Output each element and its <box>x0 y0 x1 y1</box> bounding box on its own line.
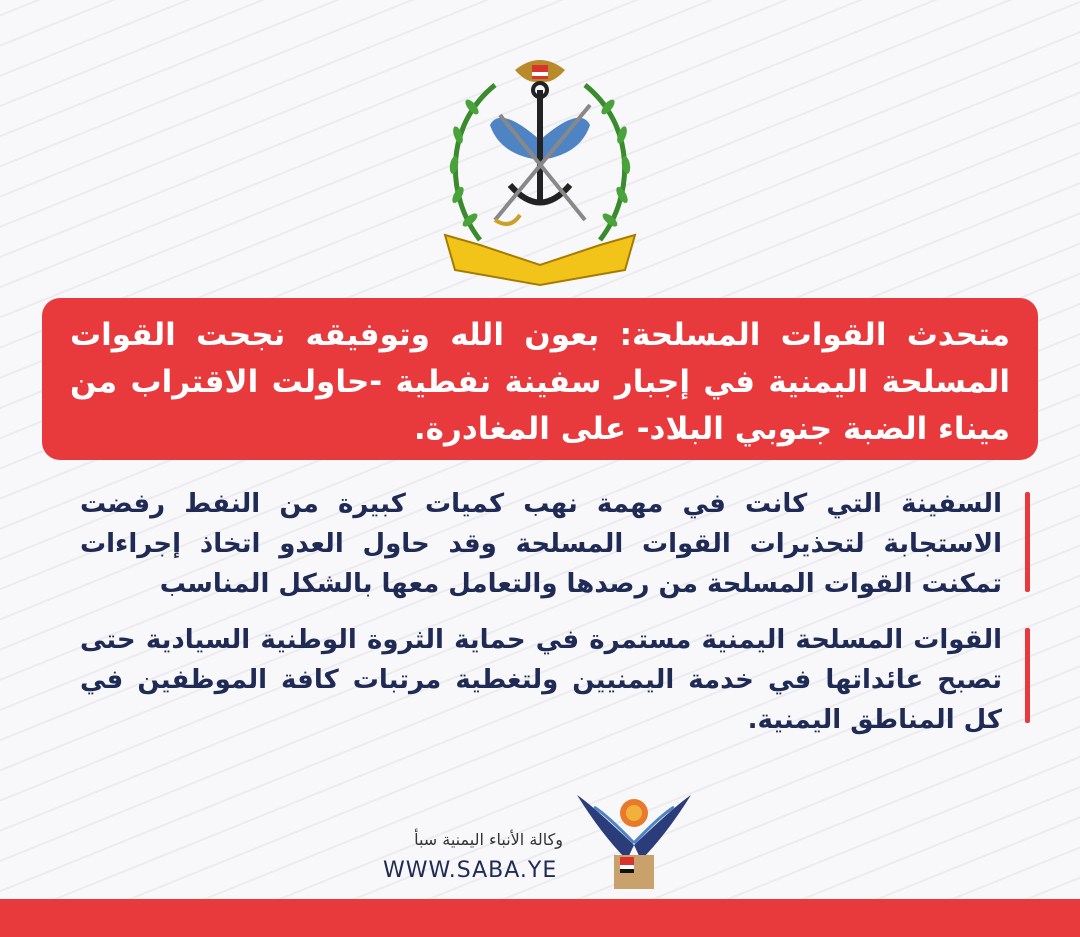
headline-banner: متحدث القوات المسلحة: بعون الله وتوفيقه نجحت القوات المسلحة اليمنية في إجبار سفينة نفطية -حاولت الاقتراب من ميناء الضبة جنوبي البلاد- على المغادرة. <box>42 298 1038 460</box>
agency-name: وكالة الأنباء اليمنية سبأ <box>414 830 563 849</box>
accent-bar <box>1025 628 1030 723</box>
agency-url: WWW.SABA.YE <box>383 858 558 883</box>
paragraph-text: القوات المسلحة اليمنية مستمرة في حماية الثروة الوطنية السيادية حتى تصبح عائداتها في خدمة اليمنيين ولتغطية مرتبات كافة الموظفين في كل المناطق اليمنية. <box>80 625 1002 735</box>
saba-logo <box>572 785 696 893</box>
paragraph-text: السفينة التي كانت في مهمة نهب كميات كبيرة من النفط رفضت الاستجابة لتحذيرات القوات المسلحة وقد حاول العدو اتخاذ إجراءات تمكنت القوات المسلحة من رصدها والتعامل معها بالشكل المناسب <box>80 489 1002 599</box>
paragraph-2 <box>80 620 1030 740</box>
accent-bar <box>1025 492 1030 592</box>
footer-bar <box>0 899 1080 937</box>
paragraph-1 <box>80 484 1030 604</box>
armed-forces-emblem <box>440 45 640 290</box>
